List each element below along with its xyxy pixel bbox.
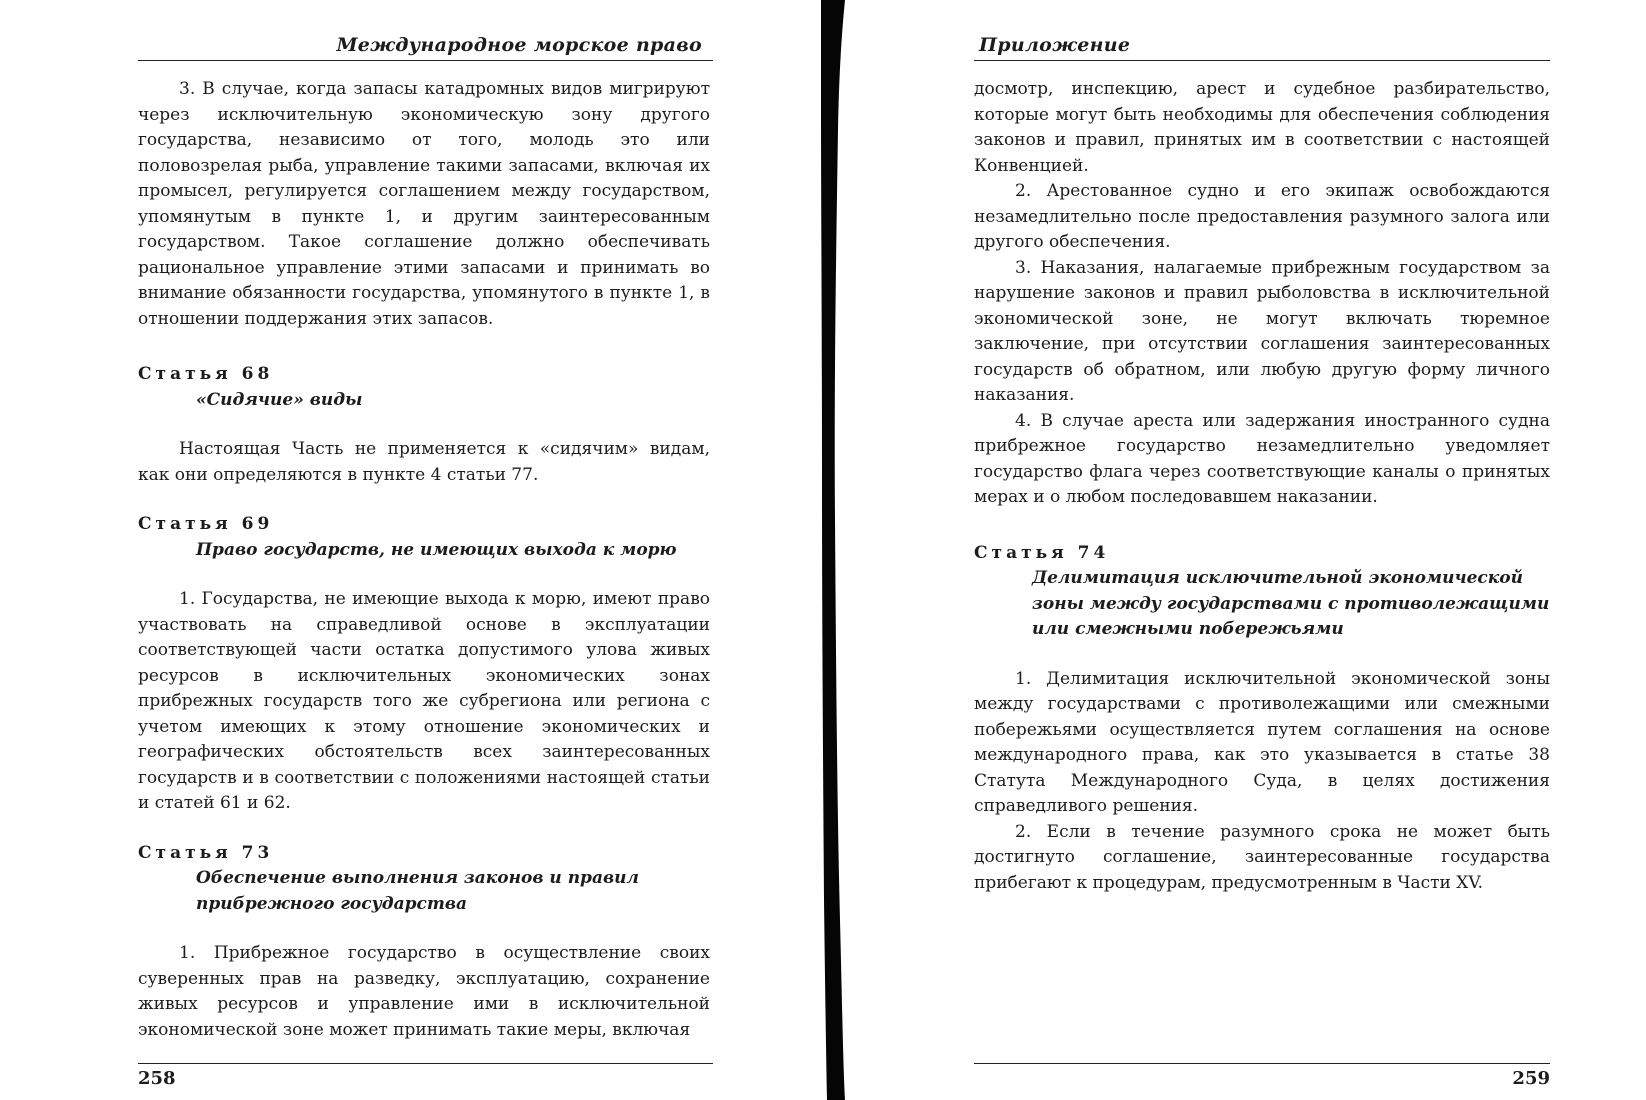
paragraph: 1. Делимитация исключительной экономической зоны между государствами с противолежащими или смежными побережьями осуществляется путем соглашения на основе международного права, как это указывается в статье 38 Статута Международного Суда, в целях достижения справедливого решения. (974, 668, 1550, 816)
article-title-line: зоны между государствами с противолежащими (1032, 593, 1550, 614)
paragraph: досмотр, инспекцию, арест и судебное разбирательство, которые могут быть необходимы для обеспечения соблюдения законов и правил, принятых им в соответствии с настоящей Конвенцией. (974, 79, 1550, 176)
right-page (846, 0, 1646, 1100)
article-number: Статья 74 (974, 542, 1110, 563)
footer-rule (974, 1063, 1550, 1064)
header-rule (138, 60, 713, 61)
footer-rule (138, 1063, 713, 1064)
page-number: 259 (1512, 1068, 1550, 1089)
article-number: Статья 68 (138, 364, 274, 384)
article-number: Статья 69 (138, 514, 274, 534)
header-rule (974, 60, 1550, 61)
paragraph: 4. В случае ареста или задержания иностранного судна прибрежное государство незамедлительно уведомляет государство флага через соответствующие каналы о принятых мерах и о любом последовавшем наказании. (974, 410, 1550, 507)
article-title-line: прибрежного государства (196, 893, 467, 914)
paragraph: 2. Если в течение разумного срока не может быть достигнуто соглашение, заинтересованные государства прибегают к процедурам, предусмотренным в Части XV. (974, 821, 1550, 893)
article-title-line: Обеспечение выполнения законов и правил (196, 868, 639, 888)
left-page (0, 0, 820, 1100)
article-title: Право государств, не имеющих выхода к морю (196, 539, 677, 560)
page-content (974, 77, 1550, 896)
paragraph: 1. Прибрежное государство в осуществление своих суверенных прав на разведку, эксплуатацию, сохранение живых ресурсов и управление ими в исключительной экономической зоне может принимать такие меры, включая (138, 943, 710, 1040)
article-title-line: Делимитация исключительной экономической (1032, 568, 1523, 588)
article-title: «Сидячие» виды (196, 389, 363, 410)
running-header: Приложение (979, 34, 1131, 56)
page-content (138, 77, 710, 1043)
paragraph: 3. Наказания, налагаемые прибрежным государством за нарушение законов и правил рыболовства в исключительной экономической зоне, не могут включать тюремное заключение, при отсутствии соглашения заинтересованных государств об обратном, или любую другую форму личного наказания. (974, 257, 1550, 405)
paragraph: 3. В случае, когда запасы катадромных видов мигрируют через исключительную экономическую зону другого государства, независимо от того, молодь это или половозрелая рыба, управление такими запасами, включая их промысел, регулируется соглашением между государством, упомянутым в пункте 1, и другим заинтересованным государством. Такое соглашение должно обеспечивать рациональное управление этими запасами и принимать во внимание обязанности государства, упомянутого в пункте 1, в отношении поддержания этих запасов. (138, 79, 710, 329)
paragraph: 2. Арестованное судно и его экипаж освобождаются незамедлительно после предоставления разумного залога или другого обеспечения. (974, 181, 1550, 252)
running-header: Международное морское право (336, 34, 702, 56)
page-number: 258 (138, 1068, 176, 1089)
paragraph: Настоящая Часть не применяется к «сидячим» видам, как они определяются в пункте 4 статьи 77. (138, 439, 710, 485)
article-number: Статья 73 (138, 842, 274, 863)
article-title-line: или смежными побережьями (1032, 619, 1344, 639)
paragraph: 1. Государства, не имеющие выхода к морю, имеют право участвовать на справедливой основе в эксплуатации соответствующей части остатка допустимого улова живых ресурсов в исключительных экономических зонах прибрежных государств того же субрегиона или региона с учетом имеющих к этому отношение экономических и географических обстоятельств всех заинтересованных государств и в соответствии с положениями настоящей статьи и статей 61 и 62. (138, 589, 710, 813)
